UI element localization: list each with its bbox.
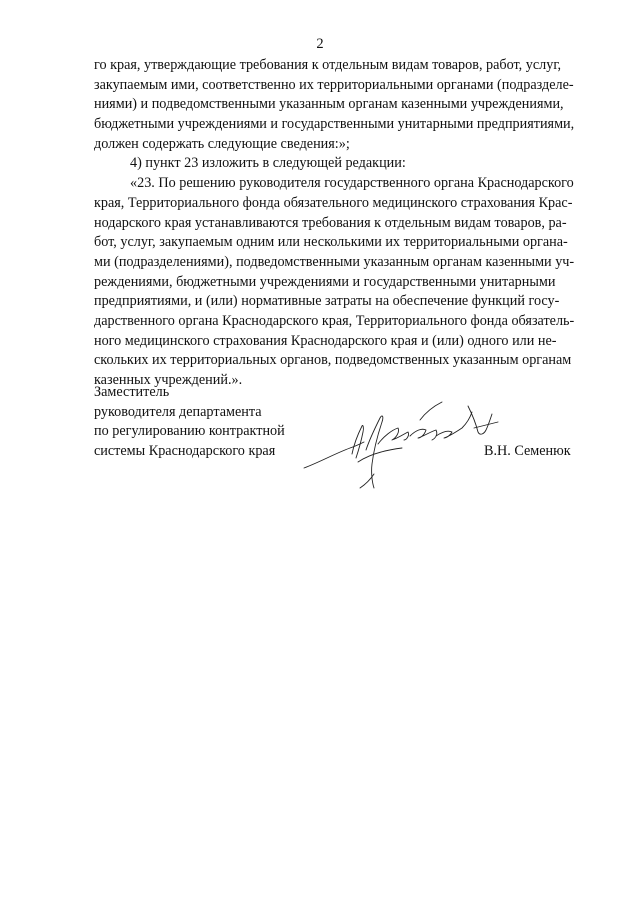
body-line: закупаемым ими, соответственно их территориальными органами (подразделе- [94,76,574,93]
body-line: скольких их территориальных органов, подведомственных указанным органам [94,352,572,369]
body-line: го края, утверждающие требования к отдельным видам товаров, работ, услуг, [94,57,562,73]
signatory-title-line: по регулированию контрактной [94,423,285,440]
signatory-name: В.Н. Семенюк [484,443,571,459]
body-line: реждениями, бюджетными учреждениями и государственными унитарными [94,273,556,290]
body-line: дарственного органа Краснодарского края, Территориального фонда обязатель- [94,312,575,329]
page-number: 2 [316,36,324,52]
body-line: бот, услуг, закупаемым одним или несколькими их территориальными органа- [94,234,568,251]
signatory-title-line: системы Краснодарского края [94,443,276,460]
body-line: предприятиями, и (или) нормативные затраты на обеспечение функций госу- [94,293,560,310]
signatory-title [94,383,285,462]
body-line: ми (подразделениями), подведомственными указанным органам казенными уч- [94,253,575,270]
signatory-title-line: руководителя департамента [94,403,262,420]
body-line: ниями) и подведомственными указанным органам казенными учреждениями, [94,96,564,113]
body-line: должен содержать следующие сведения:»; [94,135,350,152]
body-line: нодарского края устанавливаются требования к отдельным видам товаров, ра- [94,214,567,231]
body-line: ного медицинского страхования Краснодарского края и (или) одного или не- [94,332,557,349]
body-line: казенных учреждений.». [94,372,243,388]
document-body [94,56,575,391]
body-line: края, Территориального фонда обязательного медицинского страхования Крас- [94,194,573,211]
body-line: 4) пункт 23 изложить в следующей редакции: [130,155,406,172]
body-line: бюджетными учреждениями и государственными унитарными предприятиями, [94,116,575,133]
handwritten-signature [300,392,510,492]
signatory-title-line: Заместитель [94,384,170,400]
body-line: «23. По решению руководителя государственного органа Краснодарского [130,175,574,192]
